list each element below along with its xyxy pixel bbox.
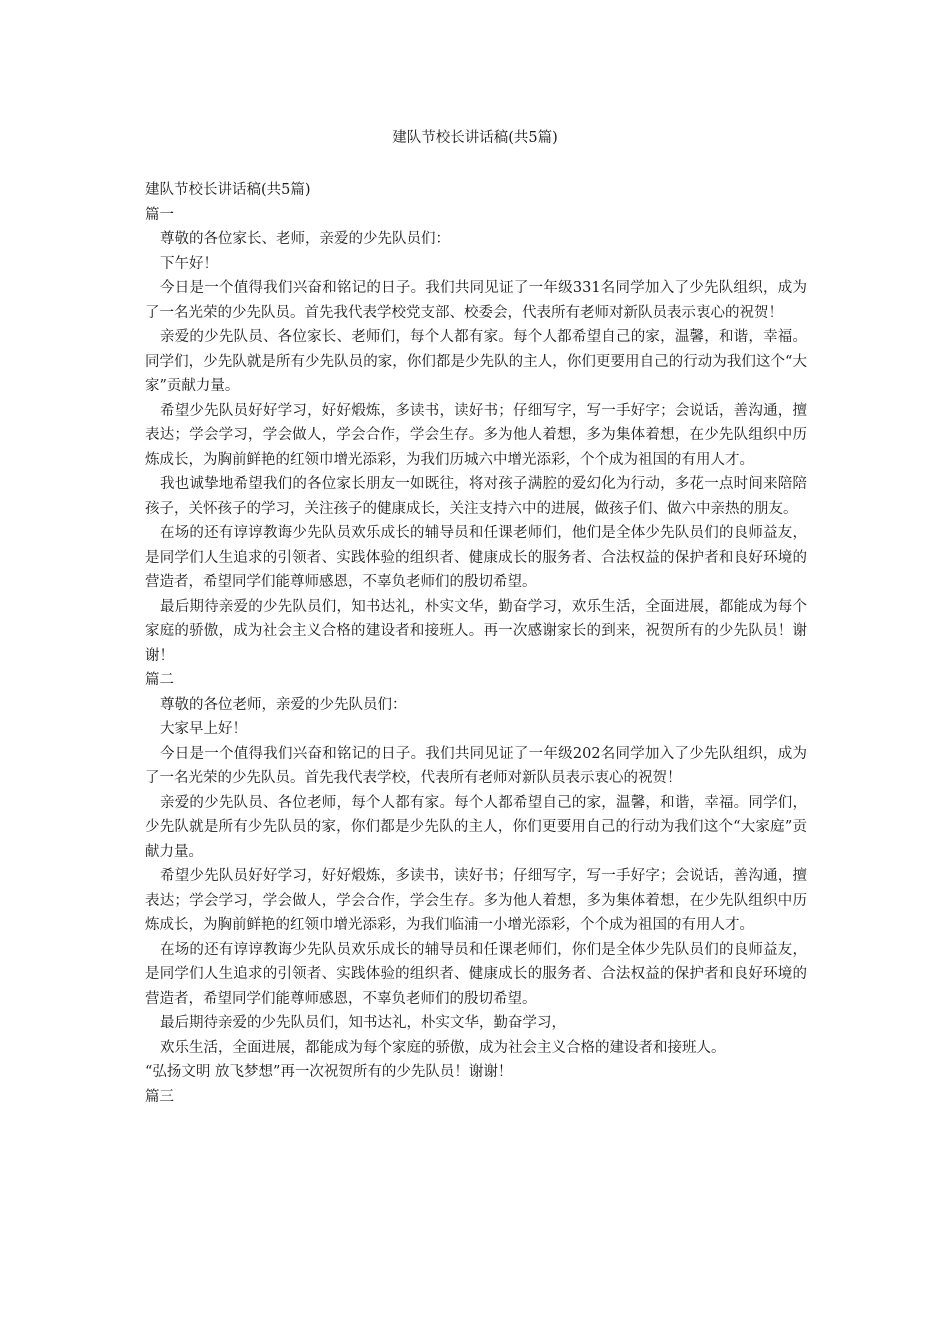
section-heading-3: 篇三: [145, 1088, 174, 1105]
paragraph: 希望少先队员好好学习，好好煅炼，多读书，读好书；仔细写字，写一手好字；会说话，善沟通，擅表达；学会学习，学会做人，学会合作，学会生存。多为他人着想，多为集体着想，在少先队组织中历炼成长，为胸前鲜艳的红领巾增光添彩，为我们历城六中增光添彩，个个成为祖国的有用人才。: [145, 402, 807, 468]
paragraph: 下午好！: [160, 255, 218, 272]
paragraph: 欢乐生活，全面进展，都能成为每个家庭的骄傲，成为社会主义合格的建设者和接班人。: [160, 1039, 726, 1056]
section-heading-1: 篇一: [145, 206, 174, 223]
section-heading-2: 篇二: [145, 672, 174, 688]
document-title: 建队节校长讲话稿(共5篇): [392, 130, 558, 146]
paragraph: 大家早上好！: [160, 721, 247, 737]
paragraph: 今日是一个值得我们兴奋和铭记的日子。我们共同见证了一年级202名同学加入了少先队组织，成为了一名光荣的少先队员。首先我代表学校，代表所有老师对新队员表示衷心的祝贺！: [145, 745, 807, 786]
paragraph: 在场的还有谆谆教诲少先队员欢乐成长的辅导员和任课老师们，他们是全体少先队员们的良师益友，是同学们人生追求的引领者、实践体验的组织者、健康成长的服务者、合法权益的保护者和良好环境的营造者，希望同学们能尊师感恩，不辜负老师们的殷切希望。: [145, 525, 807, 590]
paragraph: 在场的还有谆谆教诲少先队员欢乐成长的辅导员和任课老师们，你们是全体少先队员们的良师益友，是同学们人生追求的引领者、实践体验的组织者、健康成长的服务者、合法权益的保护者和良好环境的营造者，希望同学们能尊师感恩，不辜负老师们的殷切希望。: [145, 941, 807, 1007]
paragraph: 最后期待亲爱的少先队员们，知书达礼，朴实文华，勤奋学习，: [160, 1015, 566, 1031]
document-body: [145, 178, 807, 1109]
paragraph: 最后期待亲爱的少先队员们，知书达礼，朴实文华，勤奋学习，欢乐生活，全面进展，都能成为每个家庭的骄傲，成为社会主义合格的建设者和接班人。再一次感谢家长的到来，祝贺所有的少先队员！谢谢！: [145, 598, 807, 664]
closing-line: “弘扬文明 放飞梦想”再一次祝贺所有的少先队员！谢谢！: [145, 1064, 513, 1080]
paragraph: 亲爱的少先队员、各位老师，每个人都有家。每个人都希望自己的家，温馨，和谐，幸福。同学们，少先队就是所有少先队员的家，你们都是少先队的主人，你们更要用自己的行动为我们这个“大家庭”贡献力量。: [145, 794, 807, 860]
paragraph: 今日是一个值得我们兴奋和铭记的日子。我们共同见证了一年级331名同学加入了少先队组织，成为了一名光荣的少先队员。首先我代表学校党支部、校委会，代表所有老师对新队员表示衷心的祝贺！: [145, 280, 807, 321]
body-subtitle: 建队节校长讲话稿(共5篇): [145, 182, 311, 198]
paragraph: 希望少先队员好好学习，好好煅炼，多读书，读好书；仔细写字，写一手好字；会说话，善沟通，擅表达；学会学习，学会做人，学会合作，学会生存。多为他人着想，多为集体着想，在少先队组织中历炼成长，为胸前鲜艳的红领巾增光添彩，为我们临浦一小增光添彩，个个成为祖国的有用人才。: [145, 868, 807, 933]
paragraph: 尊敬的各位家长、老师，亲爱的少先队员们：: [160, 231, 450, 247]
paragraph: 尊敬的各位老师，亲爱的少先队员们：: [160, 696, 407, 713]
paragraph: 亲爱的少先队员、各位家长、老师们，每个人都有家。每个人都希望自己的家，温馨，和谐，幸福。同学们，少先队就是所有少先队员的家，你们都是少先队的主人，你们更要用自己的行动为我们这个“大家”贡献力量。: [145, 329, 807, 394]
paragraph: 我也诚挚地希望我们的各位家长朋友一如既往，将对孩子满腔的爱幻化为行动，多花一点时间来陪陪孩子，关怀孩子的学习，关注孩子的健康成长，关注支持六中的进展，做孩子们、做六中亲热的朋友。: [145, 476, 807, 517]
